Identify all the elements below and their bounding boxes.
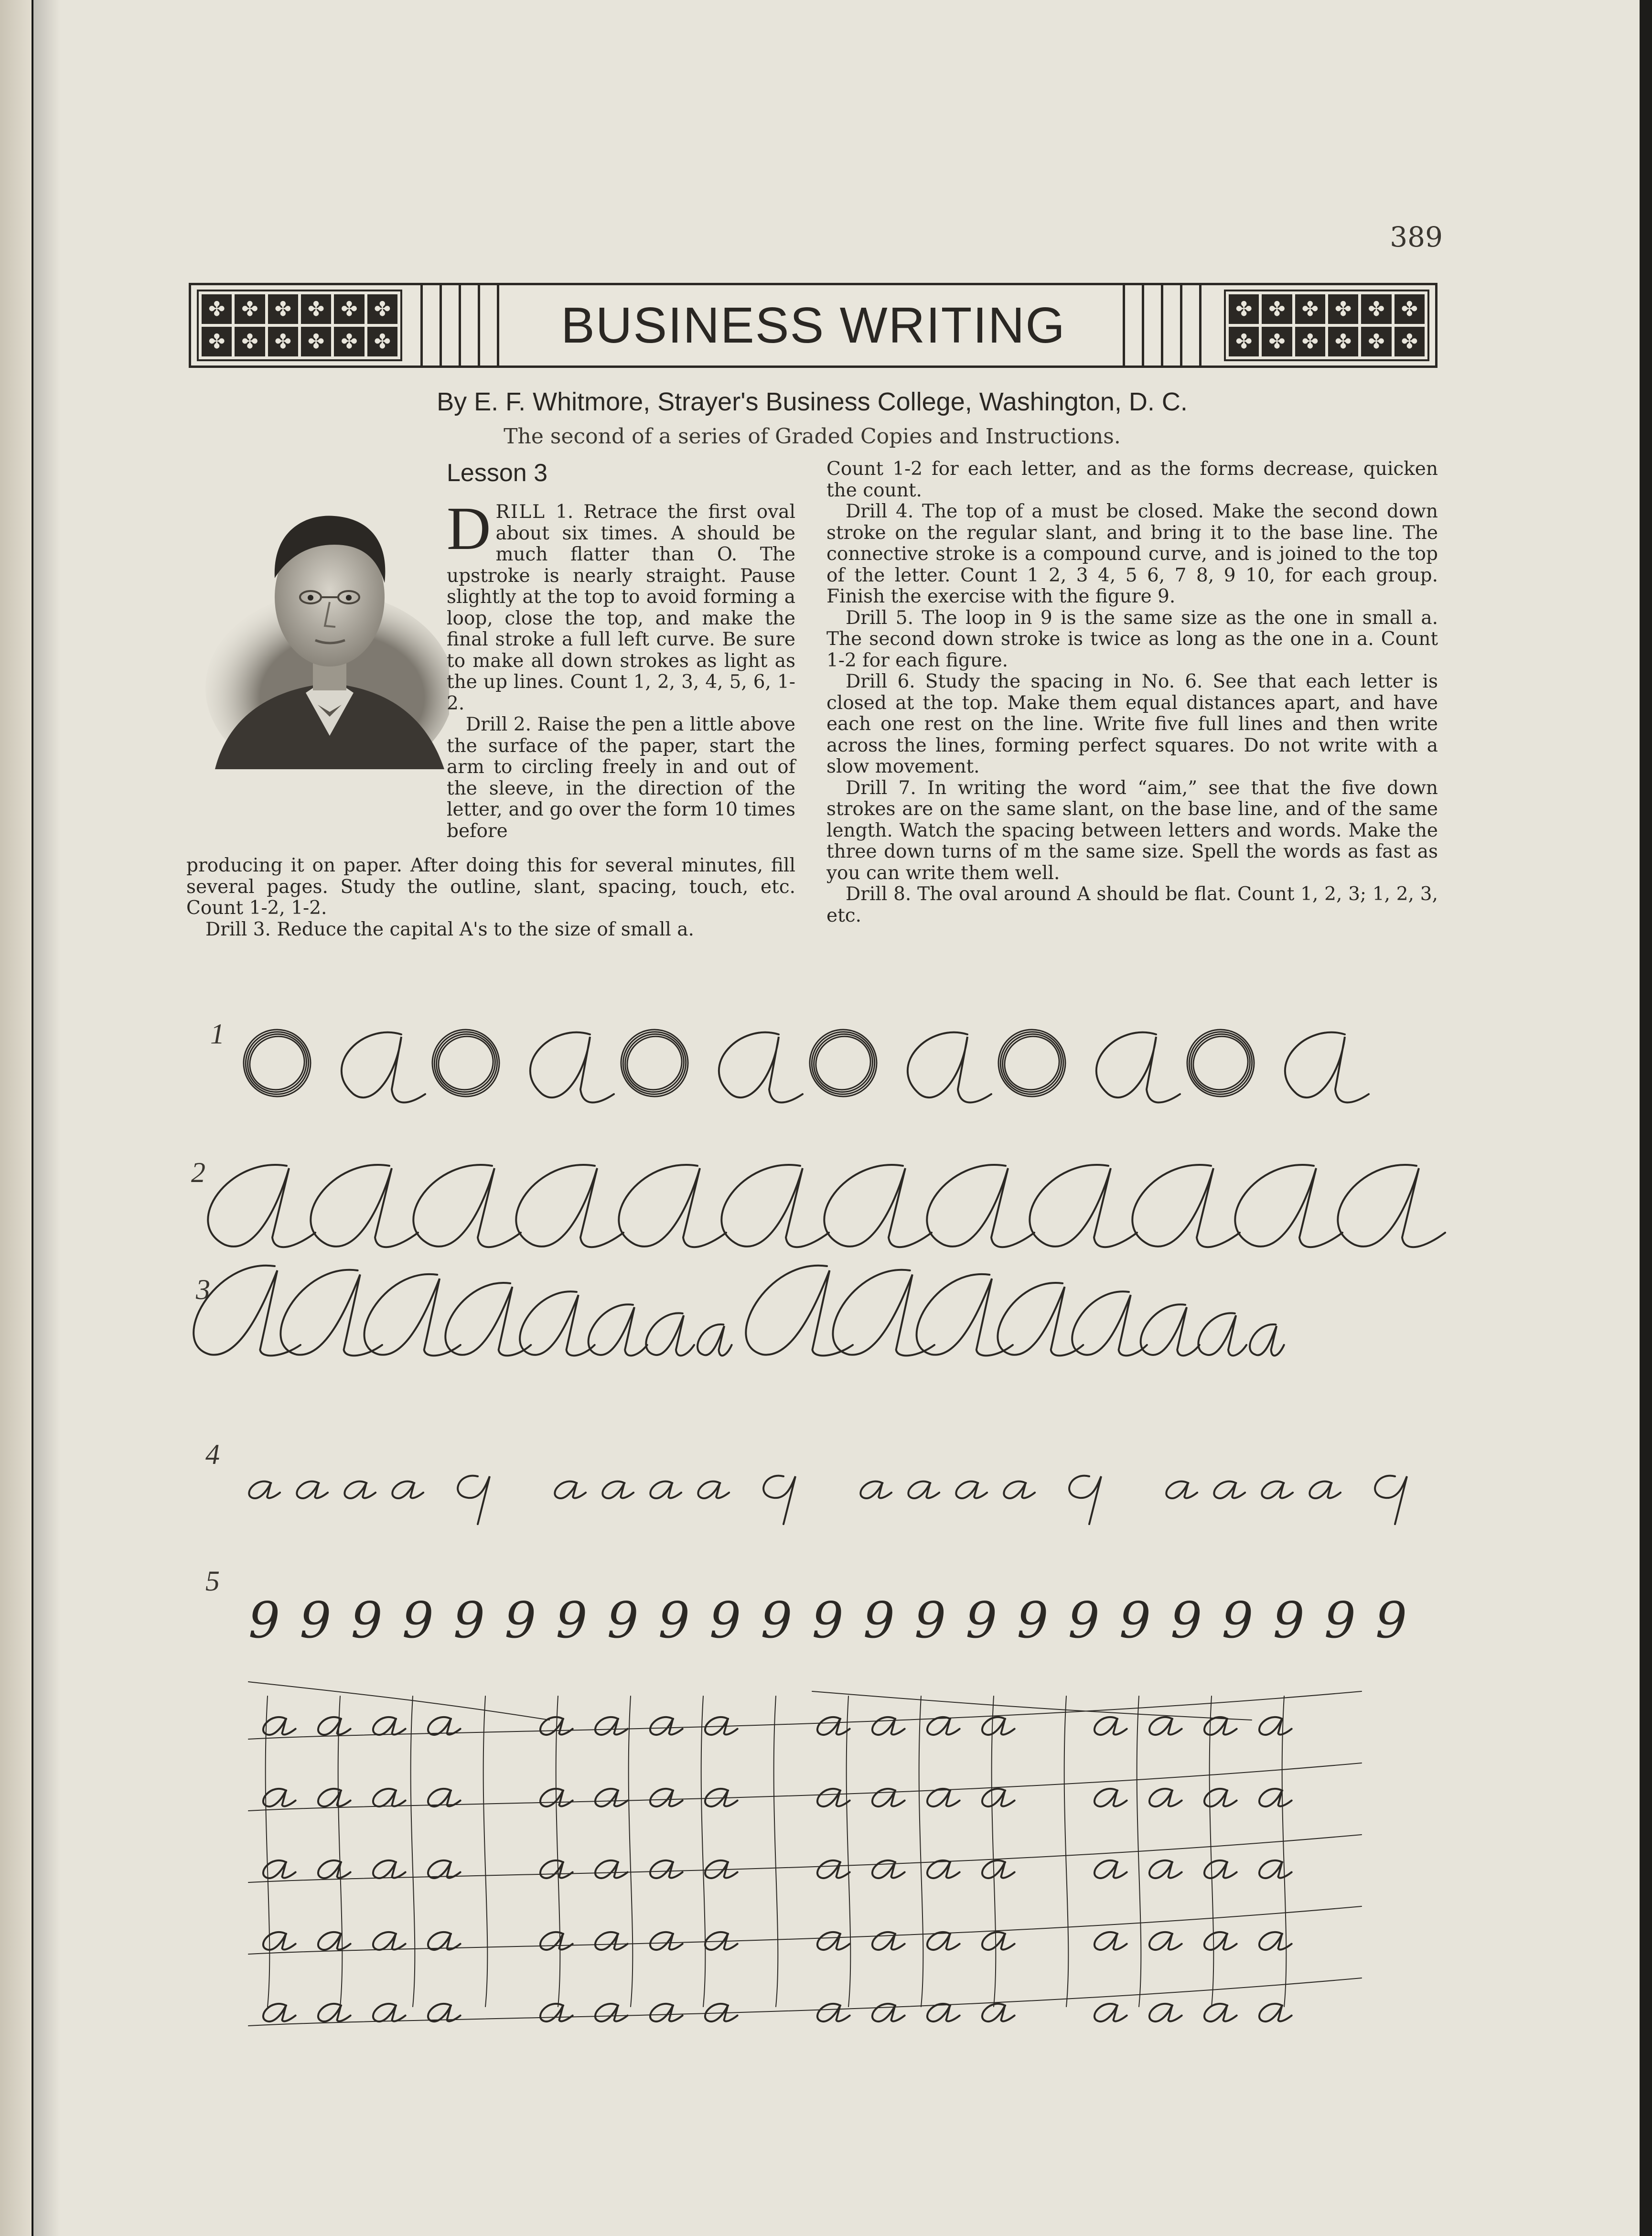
small-a-stroke	[1094, 1860, 1127, 1878]
oval-stroke	[800, 1020, 887, 1106]
oval-stroke	[1178, 1020, 1264, 1106]
oval-stroke	[231, 1017, 323, 1109]
oval-stroke	[240, 1026, 315, 1100]
capital-a-stroke	[1250, 1324, 1284, 1355]
oval-stroke	[803, 1023, 884, 1103]
oval-stroke	[234, 1020, 321, 1106]
capital-a-stroke	[1235, 1165, 1342, 1247]
figure-nine-stroke	[763, 1476, 795, 1524]
capital-a-stroke	[824, 1165, 932, 1247]
clover-ornament-icon: ✤	[1395, 327, 1425, 356]
clover-ornament-icon: ✤	[334, 294, 364, 324]
small-a-stroke	[249, 1482, 280, 1498]
clover-ornament-icon: ✤	[235, 294, 265, 324]
small-a-stroke	[373, 1932, 406, 1950]
small-a-stroke	[817, 1932, 850, 1950]
vertical-a-column-stroke	[411, 1696, 415, 2007]
small-a-stroke	[428, 2004, 461, 2021]
small-a-stroke	[373, 1717, 406, 1735]
small-a-stroke	[982, 1789, 1015, 1806]
clover-ornament-icon: ✤	[334, 327, 364, 356]
small-a-stroke	[1094, 1932, 1127, 1950]
small-a-stroke	[650, 2004, 683, 2021]
vertical-a-column-stroke	[774, 1696, 778, 2007]
oval-stroke	[1183, 1026, 1258, 1100]
oval-stroke	[429, 1026, 504, 1100]
small-a-stroke	[1259, 1789, 1292, 1806]
connector-stroke	[248, 1682, 1252, 1720]
small-a-stroke	[555, 1482, 586, 1498]
capital-a-stroke	[719, 1032, 803, 1103]
clover-ornament-icon: ✤	[1361, 294, 1391, 324]
capital-a-stroke	[311, 1165, 418, 1247]
drill-number-5: 5	[205, 1565, 220, 1597]
small-a-stroke	[982, 2004, 1015, 2021]
small-a-stroke	[1149, 1860, 1182, 1878]
small-a-stroke	[428, 1717, 461, 1735]
vertical-a-column-stroke	[266, 1696, 270, 2007]
page-number: 389	[1390, 221, 1443, 253]
small-a-stroke	[956, 1482, 987, 1498]
clover-ornament-icon: ✤	[367, 294, 397, 324]
small-a-stroke	[344, 1482, 375, 1498]
clover-ornament-icon: ✤	[1229, 327, 1259, 356]
small-a-stroke	[817, 1717, 850, 1735]
oval-stroke	[989, 1020, 1075, 1106]
small-a-stroke	[908, 1482, 939, 1498]
drill-3-continued: Count 1-2 for each letter, and as the forms decrease, quicken the count.	[826, 458, 1438, 501]
small-a-stroke	[595, 1717, 628, 1735]
small-a-stroke	[1259, 1717, 1292, 1735]
clover-ornament-icon: ✤	[268, 327, 298, 356]
capital-a-stroke	[530, 1032, 614, 1103]
small-a-stroke	[318, 1860, 351, 1878]
clover-ornament-icon: ✤	[367, 327, 397, 356]
small-a-stroke	[650, 1482, 681, 1498]
small-a-stroke	[982, 1860, 1015, 1878]
connector-stroke	[248, 1978, 1362, 2026]
drill-5-nines: 9 9 9 9 9 9 9 9 9 9 9 9 9 9 9 9 9 9 9 9 9 9 9	[248, 1591, 1409, 1649]
oval-stroke	[1175, 1017, 1267, 1109]
figure-nine-stroke	[1375, 1476, 1407, 1524]
oval-stroke	[995, 1026, 1070, 1100]
oval-stroke	[806, 1026, 881, 1100]
small-a-stroke	[263, 1717, 296, 1735]
capital-a-stroke	[746, 1266, 853, 1356]
drill-3-paragraph: Drill 3. Reduce the capital A's to the size of small a.	[205, 918, 694, 940]
capital-a-stroke	[1141, 1304, 1200, 1355]
small-a-stroke	[318, 1717, 351, 1735]
oval-stroke	[617, 1026, 692, 1100]
capital-a-stroke	[516, 1165, 623, 1247]
connector-stroke	[248, 1763, 1362, 1811]
small-a-stroke	[1204, 1860, 1237, 1878]
vertical-a-column-stroke	[919, 1696, 923, 2007]
small-a-stroke	[698, 1482, 729, 1498]
small-a-stroke	[1149, 2004, 1182, 2021]
small-a-stroke	[1094, 2004, 1127, 2021]
clover-ornament-icon: ✤	[235, 327, 265, 356]
small-a-stroke	[428, 1860, 461, 1878]
vertical-a-column-stroke	[338, 1696, 343, 2007]
clover-ornament-icon: ✤	[1295, 294, 1325, 324]
small-a-stroke	[1259, 1860, 1292, 1878]
small-a-stroke	[595, 1860, 628, 1878]
drill-2-paragraph: Drill 2. Raise the pen a little above the surface of the paper, start the arm to circling freely in and out of the sleeve, in the direction of the letter, and go over the form 10 times before	[447, 714, 795, 842]
clover-ornament-icon: ✤	[1262, 294, 1292, 324]
small-a-stroke	[1149, 1932, 1182, 1950]
small-a-stroke	[1204, 2004, 1237, 2021]
drill-4-paragraph: Drill 4. The top of a must be closed. Make the second down stroke on the regular slant, and bring it to the base line. The connective stroke is a compound curve, and is joined to the top of the letter. Count 1 2, 3 4, 5 6, 7 8, 9 10, for each group. Finish the exercise with the figure 9.	[826, 501, 1438, 607]
small-a-stroke	[595, 2004, 628, 2021]
small-a-stroke	[1094, 1789, 1127, 1806]
capital-a-stroke	[619, 1165, 726, 1247]
connector-stroke	[248, 1835, 1362, 1882]
capital-a-stroke	[1096, 1032, 1180, 1103]
small-a-stroke	[595, 1789, 628, 1806]
capital-a-stroke	[445, 1283, 531, 1355]
small-a-stroke	[602, 1482, 633, 1498]
vertical-a-column-stroke	[1064, 1696, 1069, 2007]
small-a-stroke	[817, 1860, 850, 1878]
small-a-stroke	[650, 1932, 683, 1950]
oval-stroke	[614, 1023, 695, 1103]
small-a-stroke	[1094, 1717, 1127, 1735]
banner-title: BUSINESS WRITING	[561, 297, 1066, 354]
vertical-a-column-stroke	[847, 1696, 851, 2007]
capital-a-stroke	[208, 1165, 315, 1247]
clover-ornament-icon: ✤	[202, 327, 232, 356]
small-a-stroke	[982, 1932, 1015, 1950]
vertical-a-column-stroke	[629, 1696, 633, 2007]
small-a-stroke	[428, 1789, 461, 1806]
drill-number-1: 1	[210, 1018, 225, 1050]
drill-5-paragraph: Drill 5. The loop in 9 is the same size as the one in small a. The second down stroke is twice as long as the one in a. Count 1-2 for each figure.	[826, 607, 1438, 671]
drill-number-4: 4	[205, 1439, 220, 1470]
clover-ornament-icon: ✤	[1328, 327, 1358, 356]
small-a-stroke	[650, 1717, 683, 1735]
small-a-stroke	[1149, 1789, 1182, 1806]
capital-a-stroke	[908, 1032, 991, 1103]
drop-cap: D	[447, 494, 491, 562]
oval-stroke	[986, 1017, 1078, 1109]
capital-a-stroke	[589, 1304, 647, 1355]
connector-stroke	[248, 1691, 1362, 1739]
capital-a-stroke	[1198, 1313, 1246, 1355]
oval-stroke	[426, 1023, 506, 1103]
small-a-stroke	[540, 1932, 573, 1950]
capital-a-stroke	[833, 1270, 934, 1356]
vertical-a-column-stroke	[701, 1696, 706, 2007]
small-a-stroke	[392, 1482, 423, 1498]
oval-stroke	[992, 1023, 1073, 1103]
small-a-stroke	[318, 2004, 351, 2021]
clover-ornament-icon: ✤	[1328, 294, 1358, 324]
small-a-stroke	[927, 2004, 960, 2021]
vertical-a-column-stroke	[483, 1696, 488, 2007]
clover-ornament-icon: ✤	[301, 294, 331, 324]
vertical-a-column-stroke	[556, 1696, 560, 2007]
small-a-stroke	[1259, 2004, 1292, 2021]
small-a-stroke	[650, 1789, 683, 1806]
small-a-stroke	[1214, 1482, 1245, 1498]
small-a-stroke	[318, 1932, 351, 1950]
small-a-stroke	[817, 1789, 850, 1806]
clover-ornament-icon: ✤	[1229, 294, 1259, 324]
small-a-stroke	[927, 1717, 960, 1735]
small-a-stroke	[982, 1717, 1015, 1735]
figure-nine-stroke	[1069, 1476, 1101, 1524]
drill-number-3: 3	[196, 1274, 210, 1305]
small-a-stroke	[927, 1789, 960, 1806]
small-a-stroke	[927, 1932, 960, 1950]
small-a-stroke	[650, 1860, 683, 1878]
capital-a-stroke	[1030, 1165, 1137, 1247]
clover-ornament-icon: ✤	[1262, 327, 1292, 356]
capital-a-stroke	[193, 1266, 300, 1356]
oval-stroke	[423, 1020, 509, 1106]
small-a-stroke	[263, 2004, 296, 2021]
small-a-stroke	[1204, 1717, 1237, 1735]
drill-7-paragraph: Drill 7. In writing the word “aim,” see that the five down strokes are on the same slant, on the base line, and of the same length. Watch the spacing between letters and words. Make the three down turns of m the same size. Spell the words as fast as you can write them well.	[826, 777, 1438, 884]
small-a-stroke	[540, 1860, 573, 1878]
clover-ornament-icon: ✤	[1395, 294, 1425, 324]
small-a-stroke	[428, 1932, 461, 1950]
capital-a-stroke	[721, 1165, 829, 1247]
oval-stroke	[1180, 1023, 1261, 1103]
small-a-stroke	[1309, 1482, 1341, 1498]
clover-ornament-icon: ✤	[202, 294, 232, 324]
small-a-stroke	[1166, 1482, 1197, 1498]
clover-ornament-icon: ✤	[1295, 327, 1325, 356]
oval-stroke	[797, 1017, 890, 1109]
drill-1-paragraph: DRILL 1. Retrace the first oval about six times. A should be much flatter than O. The upstroke is nearly straight. Pause slightly at the top to avoid forming a loop, close the top, and make the final stroke a full left curve. Be sure to make all down strokes as light as the up lines. Count 1, 2, 3, 4, 5, 6, 1-2.	[447, 494, 795, 714]
connector-stroke	[248, 1906, 1362, 1954]
small-a-stroke	[817, 2004, 850, 2021]
oval-stroke	[609, 1017, 701, 1109]
small-a-stroke	[927, 1860, 960, 1878]
drill-8-paragraph: Drill 8. The oval around A should be flat. Count 1, 2, 3; 1, 2, 3, etc.	[826, 883, 1438, 926]
capital-a-stroke	[646, 1313, 694, 1355]
small-a-stroke	[1004, 1482, 1035, 1498]
lesson-heading: Lesson 3	[447, 459, 548, 487]
oval-stroke	[611, 1020, 698, 1106]
clover-ornament-icon: ✤	[301, 327, 331, 356]
capital-a-stroke	[927, 1165, 1034, 1247]
byline: By E. F. Whitmore, Strayer's Business College, Washington, D. C.	[437, 387, 1188, 416]
oval-stroke	[237, 1023, 318, 1103]
capital-a-stroke	[413, 1165, 521, 1247]
subtitle: The second of a series of Graded Copies and Instructions.	[504, 424, 1121, 449]
small-a-stroke	[373, 2004, 406, 2021]
small-a-stroke	[1149, 1717, 1182, 1735]
capital-a-stroke	[1338, 1165, 1445, 1247]
capital-a-stroke	[280, 1270, 382, 1356]
clover-ornament-icon: ✤	[1361, 327, 1391, 356]
small-a-stroke	[540, 2004, 573, 2021]
small-a-stroke	[297, 1482, 328, 1498]
small-a-stroke	[263, 1932, 296, 1950]
small-a-stroke	[318, 1789, 351, 1806]
capital-a-stroke	[1285, 1032, 1369, 1103]
small-a-stroke	[263, 1789, 296, 1806]
oval-stroke	[420, 1017, 512, 1109]
clover-ornament-icon: ✤	[268, 294, 298, 324]
small-a-stroke	[860, 1482, 891, 1498]
figure-nine-stroke	[458, 1476, 490, 1524]
capital-a-stroke	[998, 1283, 1083, 1355]
drill-number-2: 2	[191, 1157, 205, 1188]
small-a-stroke	[1204, 1932, 1237, 1950]
drill-6-paragraph: Drill 6. Study the spacing in No. 6. See that each letter is closed at the top. Make them equal distances apart, and have each one rest on the line. Write five full lines and then write across the lines, forming perfect squares. Do not write with a slow movement.	[826, 671, 1438, 777]
vertical-a-column-stroke	[1210, 1696, 1214, 2007]
vertical-a-column-stroke	[1282, 1696, 1287, 2007]
small-a-stroke	[1259, 1932, 1292, 1950]
capital-a-stroke	[342, 1032, 425, 1103]
small-a-stroke	[373, 1789, 406, 1806]
small-a-stroke	[373, 1860, 406, 1878]
small-a-stroke	[1262, 1482, 1293, 1498]
small-a-stroke	[595, 1932, 628, 1950]
capital-a-stroke	[697, 1324, 732, 1355]
drill-2-continued: producing it on paper. After doing this for several minutes, fill several pages. Study the outline, slant, spacing, touch, etc. Count 1-2, 1-2.	[186, 855, 795, 919]
vertical-a-column-stroke	[992, 1696, 996, 2007]
capital-a-stroke	[1132, 1165, 1240, 1247]
